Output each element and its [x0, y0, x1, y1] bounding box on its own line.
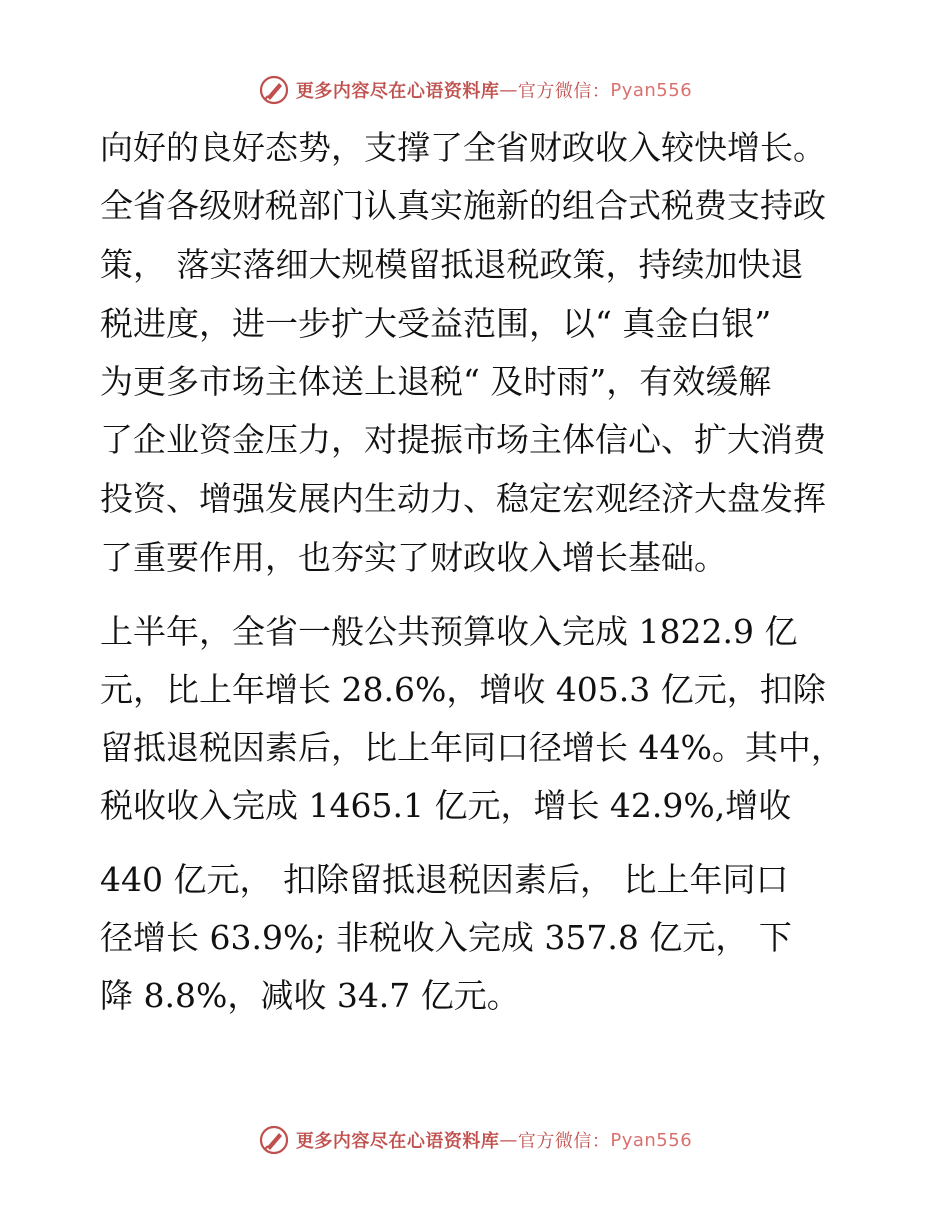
body-line: 上半年，全省一般公共预算收入完成 1822.9 亿: [100, 612, 798, 651]
body-line: 向好的良好态势，支撑了全省财政收入较快增长。: [100, 128, 826, 167]
header-wechat-label: 官方微信：: [517, 81, 611, 102]
footer-banner: [0, 1124, 950, 1156]
header-banner: [0, 74, 950, 106]
body-line: 投资、增强发展内生动力、稳定宏观经济大盘发挥: [100, 479, 826, 518]
header-wechat-account: Pyan556: [610, 79, 693, 101]
body-line: 留抵退税因素后，比上年同口径增长 44%。其中，: [100, 728, 844, 767]
footer-separator: —: [499, 1129, 518, 1151]
body-line: 径增长 63.9%; 非税收入完成 357.8 亿元， 下: [100, 918, 792, 957]
body-line: 440 亿元， 扣除留抵退税因素后， 比上年同口: [100, 860, 789, 899]
body-line: 策， 落实落细大规模留抵退税政策，持续加快退: [100, 245, 804, 284]
header-title: 更多内容尽在心语资料库: [295, 81, 500, 102]
body-line: 了企业资金压力，对提振市场主体信心、扩大消费: [100, 420, 826, 459]
header-separator: —: [499, 79, 518, 101]
body-line: 税进度，进一步扩大受益范围，以“ 真金白银”: [100, 304, 772, 343]
body-line: 为更多市场主体送上退税“ 及时雨”，有效缓解: [100, 362, 772, 401]
body-line: 税收收入完成 1465.1 亿元，增长 42.9%,增收: [100, 786, 792, 825]
body-line: 全省各级财税部门认真实施新的组合式税费支持政: [100, 186, 826, 225]
body-line: 元，比上年增长 28.6%，增收 405.3 亿元，扣除: [100, 670, 826, 709]
pen-nib-logo-icon: [258, 1124, 290, 1156]
body-line: 降 8.8%，减收 34.7 亿元。: [100, 976, 520, 1015]
footer-title: 更多内容尽在心语资料库: [295, 1131, 500, 1152]
body-line: 了重要作用，也夯实了财政收入增长基础。: [100, 538, 727, 577]
footer-wechat-label: 官方微信：: [517, 1131, 611, 1152]
footer-wechat-account: Pyan556: [610, 1129, 693, 1151]
pen-nib-logo-icon: [258, 74, 290, 106]
